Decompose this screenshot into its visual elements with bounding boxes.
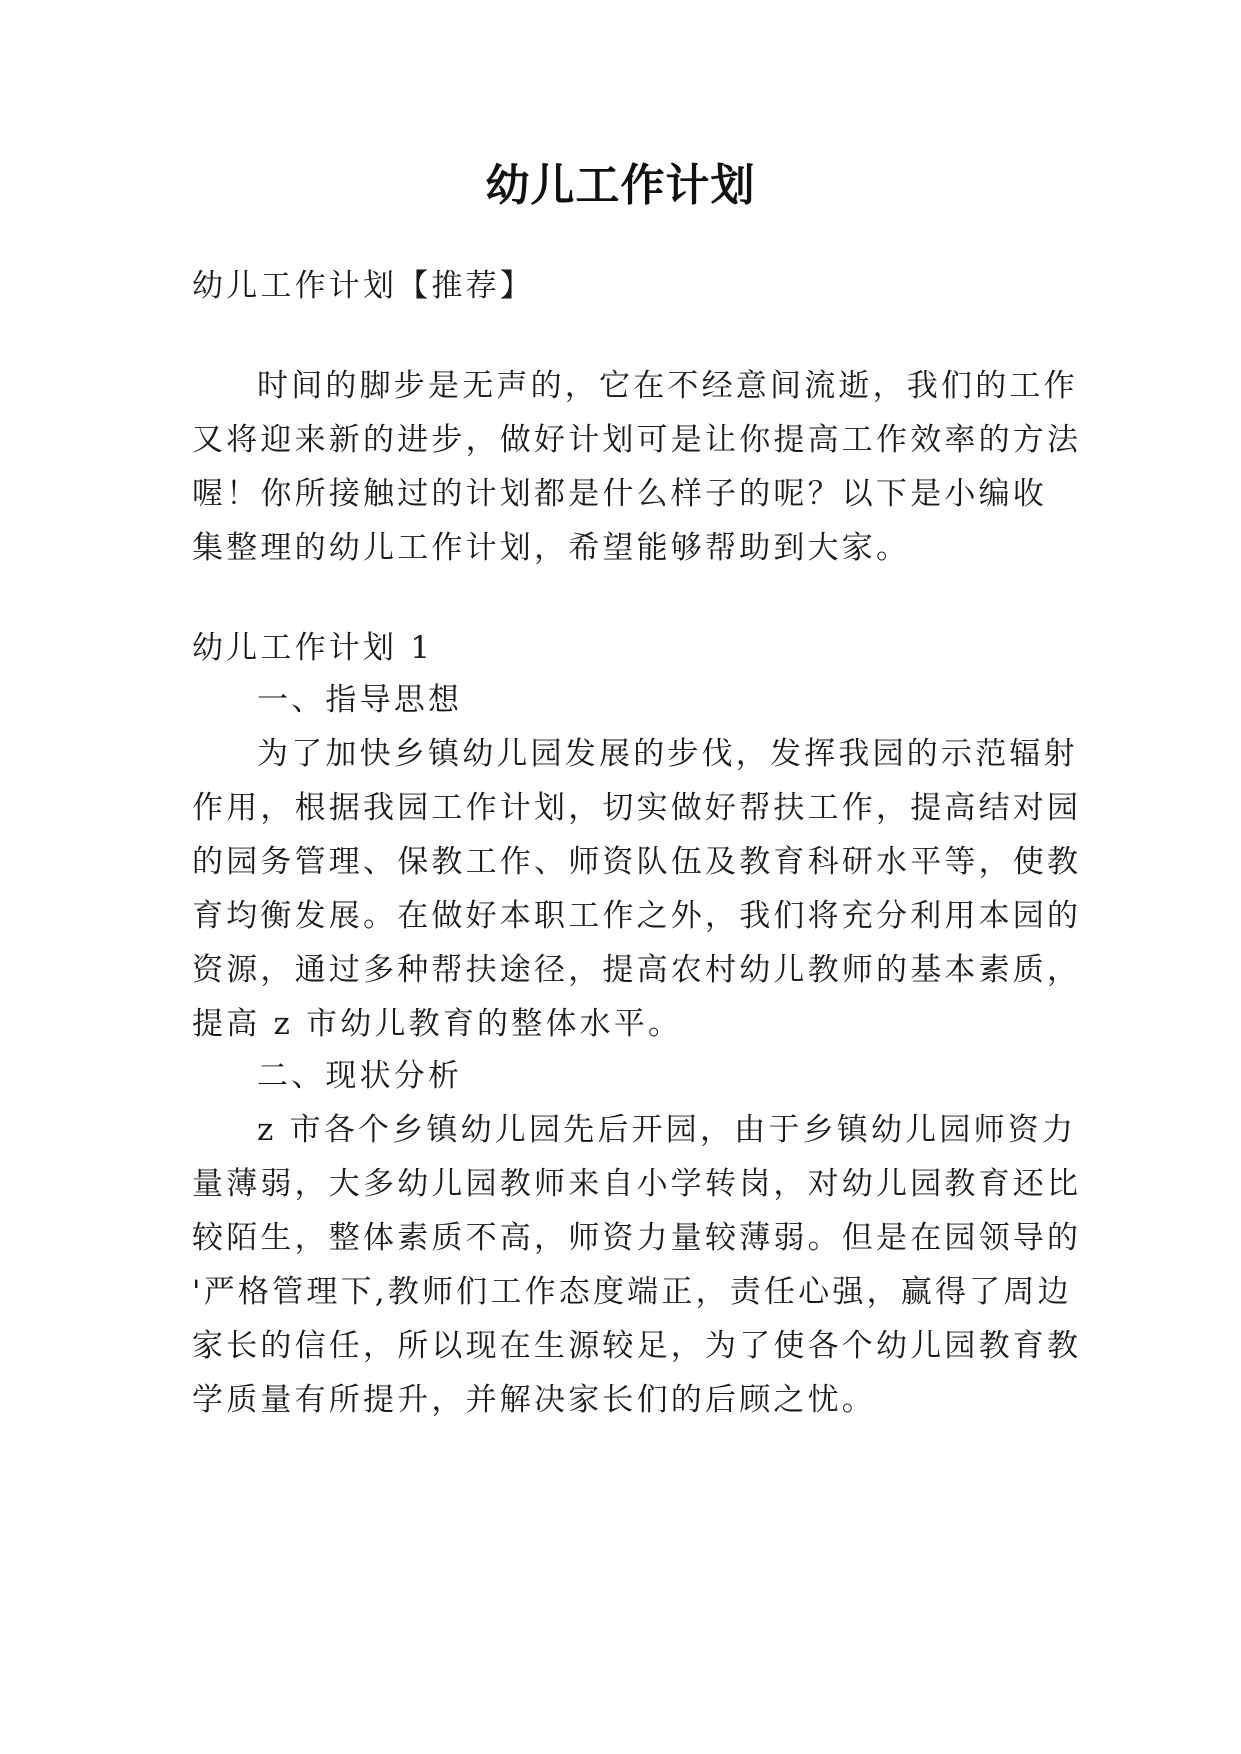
- paragraph-line: z 市各个乡镇幼儿园先后开园，由于乡镇幼儿园师资力: [257, 1112, 1077, 1148]
- paragraph-line: '严格管理下,教师们工作态度端正，责任心强，赢得了周边: [192, 1274, 1072, 1310]
- intro-line: 集整理的幼儿工作计划，希望能够帮助到大家。: [192, 530, 911, 566]
- document-subtitle: 幼儿工作计划【推荐】: [192, 268, 534, 304]
- paragraph-line: 量薄弱，大多幼儿园教师来自小学转岗，对幼儿园教育还比: [192, 1166, 1082, 1202]
- paragraph-line: 学质量有所提升，并解决家长们的后顾之忧。: [192, 1382, 876, 1418]
- paragraph-line: 较陌生，整体素质不高，师资力量较薄弱。但是在园领导的: [192, 1220, 1082, 1256]
- paragraph-line: 作用，根据我园工作计划，切实做好帮扶工作，提高结对园: [192, 790, 1082, 826]
- paragraph-line: 育均衡发展。在做好本职工作之外，我们将充分利用本园的: [192, 898, 1082, 934]
- heading-status-analysis: 二、现状分析: [257, 1058, 463, 1094]
- section-title: 幼儿工作计划 1: [192, 630, 434, 666]
- intro-line: 时间的脚步是无声的，它在不经意间流逝，我们的工作: [257, 368, 1078, 404]
- paragraph-line: 资源，通过多种帮扶途径，提高农村幼儿教师的基本素质，: [192, 952, 1082, 988]
- intro-line: 喔！你所接触过的计划都是什么样子的呢？以下是小编收: [192, 476, 1047, 512]
- intro-line: 又将迎来新的进步，做好计划可是让你提高工作效率的方法: [192, 422, 1082, 458]
- heading-guiding-ideology: 一、指导思想: [257, 682, 463, 718]
- paragraph-line: 家长的信任，所以现在生源较足，为了使各个幼儿园教育教: [192, 1328, 1082, 1364]
- paragraph-line: 为了加快乡镇幼儿园发展的步伐，发挥我园的示范辐射: [257, 736, 1078, 772]
- document-title: 幼儿工作计划: [485, 160, 756, 211]
- paragraph-line: 的园务管理、保教工作、师资队伍及教育科研水平等，使教: [192, 844, 1082, 880]
- paragraph-line: 提高 z 市幼儿教育的整体水平。: [192, 1006, 683, 1042]
